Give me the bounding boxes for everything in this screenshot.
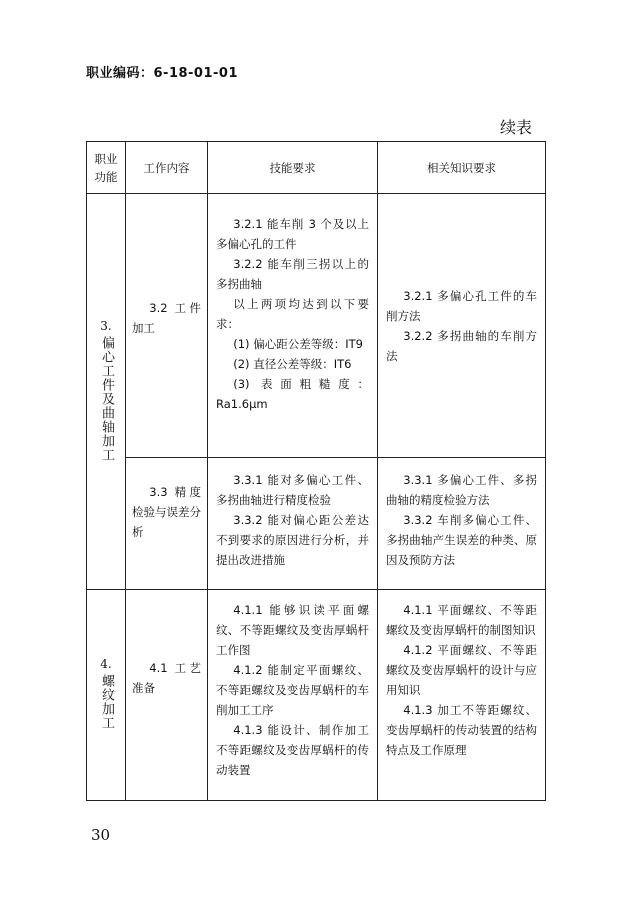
function-number: 3. <box>100 318 112 333</box>
function-cell-4 <box>87 590 126 801</box>
skill-table <box>86 141 546 801</box>
knowledge-item: 4.1.3 加工不等距螺纹、变齿厚蜗杆的传动装置的结构特点及工作原理 <box>386 703 537 757</box>
function-label: 螺纹加工 <box>99 674 114 730</box>
skill-item: 3.3.2 能对偏心距公差达不到要求的原因进行分析，并提出改进措施 <box>216 513 369 567</box>
work-content-cell <box>126 194 208 458</box>
knowledge-item: 3.3.2 车削多偏心工件、多拐曲轴产生误差的种类、原因及预防方法 <box>386 513 537 567</box>
work-content-text: 3.3 精度检验与误差分析 <box>132 485 201 539</box>
skill-item: 4.1.3 能设计、制作加工不等距螺纹及变齿厚蜗杆的传动装置 <box>216 723 369 777</box>
page-number: 30 <box>91 826 111 844</box>
skill-cell <box>208 194 378 458</box>
knowledge-cell <box>378 458 546 590</box>
knowledge-item: 4.1.2 平面螺纹、不等距螺纹及变齿厚蜗杆的设计与应用知识 <box>386 643 537 697</box>
function-cell-3 <box>87 194 126 590</box>
header-function: 职业 功能 <box>87 142 126 194</box>
knowledge-item: 3.2.1 多偏心孔工件的车削方法 <box>386 289 537 323</box>
table-row <box>87 590 546 801</box>
skill-item: 3.2.2 能车削三拐以上的多拐曲轴 <box>216 257 369 291</box>
knowledge-item: 4.1.1 平面螺纹、不等距螺纹及变齿厚蜗杆的制图知识 <box>386 603 537 637</box>
table-row <box>87 458 546 590</box>
knowledge-item: 3.2.2 多拐曲轴的车削方法 <box>386 329 537 363</box>
header-knowledge-requirements: 相关知识要求 <box>378 142 546 194</box>
function-number: 4. <box>100 657 112 671</box>
skill-item: 4.1.2 能制定平面螺纹、不等距螺纹及变齿厚蜗杆的车削加工工序 <box>216 663 369 717</box>
skill-item: (1) 偏心距公差等级：IT9 <box>233 337 363 351</box>
header-skill-requirements: 技能要求 <box>208 142 378 194</box>
work-content-cell <box>126 458 208 590</box>
continued-label: 续表 <box>500 118 533 137</box>
work-content-text: 3.2 工件加工 <box>132 301 201 335</box>
skill-item: 以上两项均达到以下要求： <box>216 297 369 331</box>
skill-cell <box>208 590 378 801</box>
skill-item: 3.2.1 能车削 3 个及以上多偏心孔的工件 <box>216 217 369 251</box>
skill-item: (2) 直径公差等级：IT6 <box>233 357 352 371</box>
work-content-cell <box>126 590 208 801</box>
work-content-text: 4.1 工艺准备 <box>132 661 201 695</box>
function-label: 偏心工件及曲轴加工 <box>99 335 114 462</box>
knowledge-item: 3.3.1 多偏心工件、多拐曲轴的精度检验方法 <box>386 473 537 507</box>
knowledge-cell <box>378 194 546 458</box>
skill-item: 3.3.1 能对多偏心工件、多拐曲轴进行精度检验 <box>216 473 369 507</box>
occupation-code: 职业编码：6-18-01-01 <box>86 66 239 81</box>
skill-item: 4.1.1 能够识读平面螺纹、不等距螺纹及变齿厚蜗杆工作图 <box>216 603 369 657</box>
header-work-content: 工作内容 <box>126 142 208 194</box>
skill-item: (3) 表面粗糙度：Ra1.6μm <box>216 377 369 411</box>
skill-cell <box>208 458 378 590</box>
knowledge-cell <box>378 590 546 801</box>
table-row <box>87 194 546 458</box>
table-header-row <box>87 142 546 194</box>
